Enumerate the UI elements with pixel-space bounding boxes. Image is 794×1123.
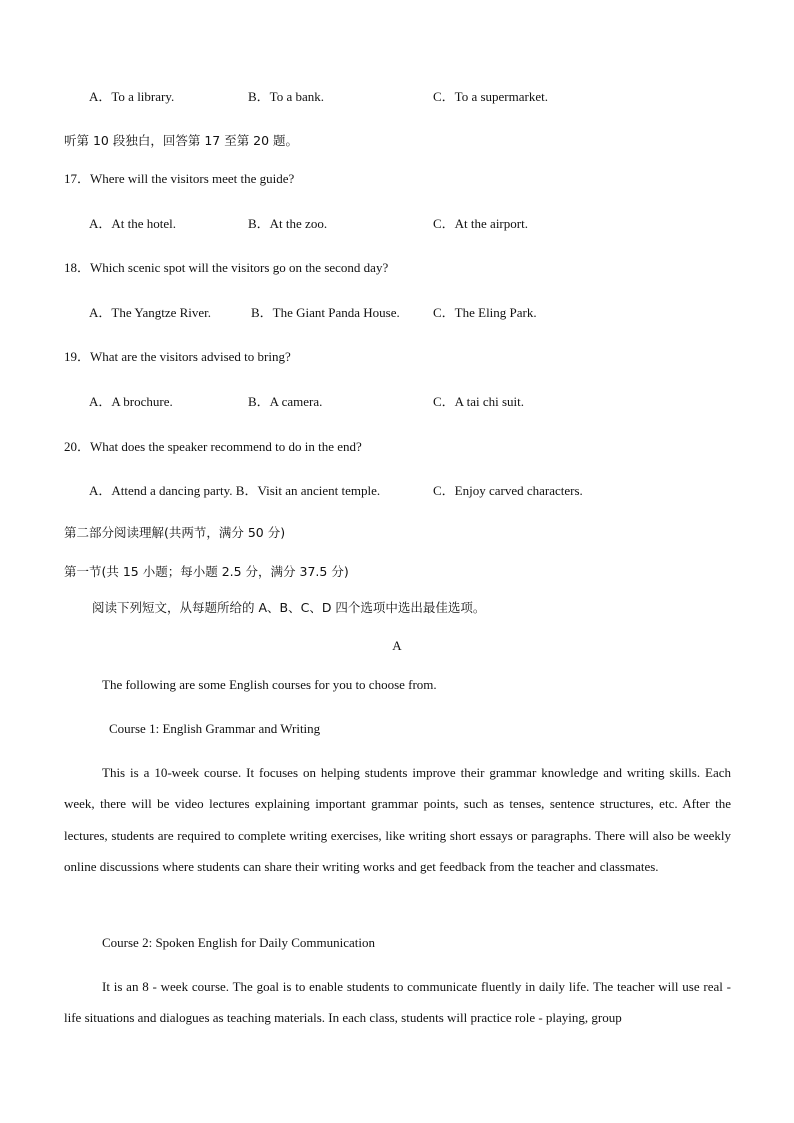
q19-option-a: A．A brochure. [89, 394, 173, 409]
q18-option-a: A．The Yangtze River. [89, 305, 212, 320]
q16-option-b: B．To a bank. [248, 89, 324, 104]
course-2-description [64, 971, 731, 1034]
course-1-description [64, 757, 731, 882]
q16-option-c: C．To a supermarket. [433, 89, 548, 104]
section-1-heading: 第一节(共 15 小题；每小题 2.5 分，满分 37.5 分) [64, 564, 349, 579]
q17-option-c: C．At the airport. [433, 216, 528, 231]
q19-stem: 19．What are the visitors advised to bring? [64, 349, 291, 364]
reading-instruction: 阅读下列短文，从每题所给的 A、B、C、D 四个选项中选出最佳选项。 [92, 600, 486, 615]
passage-letter: A [392, 638, 402, 653]
q18-option-b: B．The Giant Panda House. [251, 305, 400, 320]
q19-option-b: B．A camera. [248, 394, 323, 409]
part-2-heading: 第二部分阅读理解(共两节，满分 50 分) [64, 525, 286, 540]
course-1-title: Course 1: English Grammar and Writing [109, 721, 321, 736]
passage-intro: The following are some English courses for you to choose from. [102, 677, 437, 692]
q17-option-a: A．At the hotel. [89, 216, 177, 231]
course-2-text: It is an 8 - week course. The goal is to enable students to communicate fluently in daily life. The teacher will use real - life situations and dialogues as teaching materials. In each class, students will practice role - playing, group [64, 979, 731, 1026]
course-1-text: This is a 10-week course. It focuses on helping students improve their grammar knowledge and writing skills. Each week, there will be video lectures explaining important grammar points, such as tenses, sentence structures, etc. After the lectures, students are required to complete writing exercises, like writing short essays or paragraphs. There will also be weekly online discussions where students can share their writing works and get feedback from the teacher and classmates. [64, 765, 731, 874]
section-10-instruction: 听第 10 段独白，回答第 17 至第 20 题。 [64, 133, 299, 148]
q16-option-a: A．To a library. [89, 89, 175, 104]
q20-option-a-b: A．Attend a dancing party. B．Visit an ancient temple. [89, 483, 381, 498]
course-2-title: Course 2: Spoken English for Daily Communication [102, 935, 375, 950]
q20-stem: 20．What does the speaker recommend to do in the end? [64, 439, 362, 454]
q17-option-b: B．At the zoo. [248, 216, 328, 231]
q17-stem: 17．Where will the visitors meet the guide? [64, 171, 295, 186]
q19-option-c: C．A tai chi suit. [433, 394, 525, 409]
q20-option-c: C．Enjoy carved characters. [433, 483, 583, 498]
q18-option-c: C．The Eling Park. [433, 305, 537, 320]
q18-stem: 18．Which scenic spot will the visitors go on the second day? [64, 260, 389, 275]
